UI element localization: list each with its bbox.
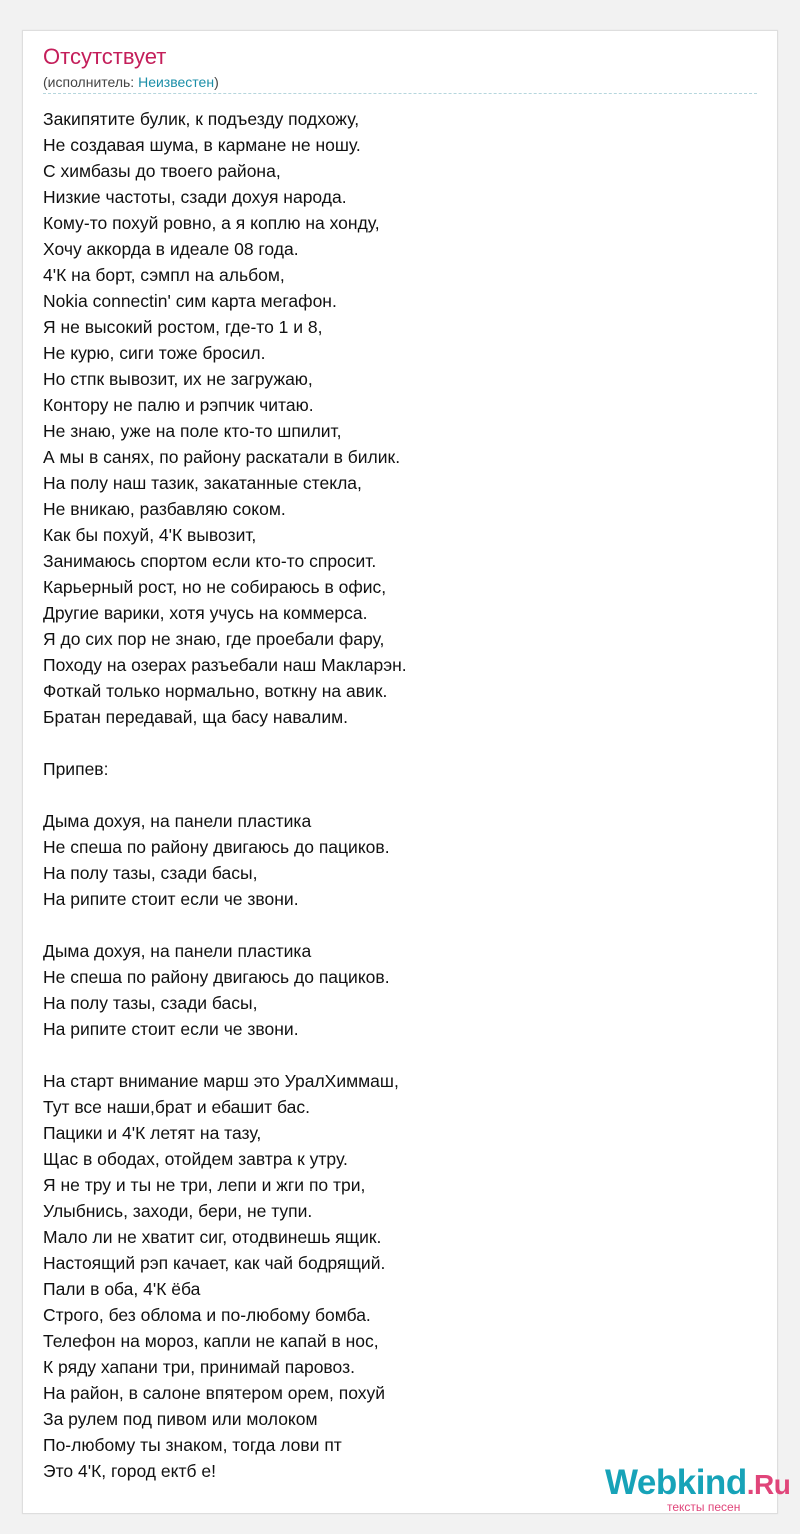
lyric-line: На рипите стоит если че звони. [43, 889, 299, 909]
stanza-gap [43, 730, 743, 756]
lyric-line: Не спеша по району двигаюсь до пациков. [43, 967, 390, 987]
lyric-line: Но стпк вывозит, их не загружаю, [43, 369, 313, 389]
lyric-line: Пали в оба, 4'К ёба [43, 1279, 201, 1299]
artist-prefix: (исполнитель: [43, 74, 139, 90]
lyric-line: К ряду хапани три, принимай паровоз. [43, 1357, 355, 1377]
lyric-line: Контору не палю и рэпчик читаю. [43, 395, 314, 415]
lyric-line: 4'К на борт, сэмпл на альбом, [43, 265, 285, 285]
lyric-line: Это 4'К, город ектб е! [43, 1461, 216, 1481]
logo-brand-name: Webkind [605, 1463, 747, 1502]
stanza-gap [43, 782, 743, 808]
stanza-gap [43, 912, 743, 938]
lyric-line: Не спеша по району двигаюсь до пациков. [43, 837, 390, 857]
lyric-line: Не курю, сиги тоже бросил. [43, 343, 266, 363]
lyric-line: Не знаю, уже на поле кто-то шпилит, [43, 421, 342, 441]
artist-line [43, 73, 219, 91]
lyric-line: Хочу аккорда в идеале 08 года. [43, 239, 299, 259]
stanza-gap [43, 1042, 743, 1068]
song-title: Отсутствует [43, 44, 167, 69]
lyric-line: Братан передавай, ща басу навалим. [43, 707, 349, 727]
lyric-line: Припев: [43, 759, 109, 779]
lyrics-card [22, 30, 791, 1514]
logo-tld: .Ru [746, 1469, 791, 1500]
lyric-line: Телефон на мороз, капли не капай в нос, [43, 1331, 379, 1351]
lyric-line: Пацики и 4'К летят на тазу, [43, 1123, 262, 1143]
lyric-line: Не создавая шума, в кармане не ношу. [43, 135, 361, 155]
lyric-line: Низкие частоты, сзади дохуя народа. [43, 187, 347, 207]
logo-brand [605, 1463, 790, 1505]
lyric-line: На рипите стоит если че звони. [43, 1019, 299, 1039]
lyrics-text [43, 106, 743, 1484]
lyric-line: Не вникаю, разбавляю соком. [43, 499, 286, 519]
lyric-line: Мало ли не хватит сиг, отодвинешь ящик. [43, 1227, 382, 1247]
title-divider [43, 93, 757, 94]
lyric-line: Фоткай только нормально, воткну на авик. [43, 681, 388, 701]
lyric-line: Походу на озерах разъебали наш Макларэн. [43, 655, 407, 675]
lyric-line: С химбазы до твоего района, [43, 161, 281, 181]
lyric-line: Закипятите булик, к подъезду подхожу, [43, 109, 360, 129]
lyric-line: Карьерный рост, но не собираюсь в офис, [43, 577, 387, 597]
lyric-line: Настоящий рэп качает, как чай бодрящий. [43, 1253, 386, 1273]
lyric-line: На старт внимание марш это УралХиммаш, [43, 1071, 399, 1091]
lyric-line: Я не тру и ты не три, лепи и жги по три, [43, 1175, 366, 1195]
artist-link[interactable]: Неизвестен [138, 74, 215, 90]
lyric-line: Кому-то похуй ровно, а я коплю на хонду, [43, 213, 380, 233]
lyric-line: На район, в салоне впятером орем, похуй [43, 1383, 386, 1403]
lyric-line: Как бы похуй, 4'К вывозит, [43, 525, 257, 545]
lyric-line: За рулем под пивом или молоком [43, 1409, 318, 1429]
lyric-line: Другие варики, хотя учусь на коммерса. [43, 603, 368, 623]
artist-suffix: ) [214, 74, 219, 90]
lyric-line: Дыма дохуя, на панели пластика [43, 941, 312, 961]
lyric-line: Занимаюсь спортом если кто-то спросит. [43, 551, 377, 571]
lyric-line: Я не высокий ростом, где-то 1 и 8, [43, 317, 323, 337]
lyric-line: На полу тазы, сзади басы, [43, 993, 258, 1013]
lyric-line: Строго, без облома и по-любому бомба. [43, 1305, 371, 1325]
lyric-line: По-любому ты знаком, тогда лови пт [43, 1435, 342, 1455]
lyric-line: Nokia connectin' сим карта мегафон. [43, 291, 337, 311]
lyric-line: Тут все наши,брат и ебашит бас. [43, 1097, 311, 1117]
lyric-line: Щас в ободах, отойдем завтра к утру. [43, 1149, 348, 1169]
lyric-line: А мы в санях, по району раскатали в билик. [43, 447, 401, 467]
lyric-line: На полу наш тазик, закатанные стекла, [43, 473, 362, 493]
lyric-line: На полу тазы, сзади басы, [43, 863, 258, 883]
webkind-logo[interactable] [605, 1463, 795, 1513]
lyric-line: Дыма дохуя, на панели пластика [43, 811, 312, 831]
lyric-line: Улыбнись, заходи, бери, не тупи. [43, 1201, 313, 1221]
lyric-line: Я до сих пор не знаю, где проебали фару, [43, 629, 385, 649]
logo-tagline: тексты песен [667, 1500, 741, 1514]
